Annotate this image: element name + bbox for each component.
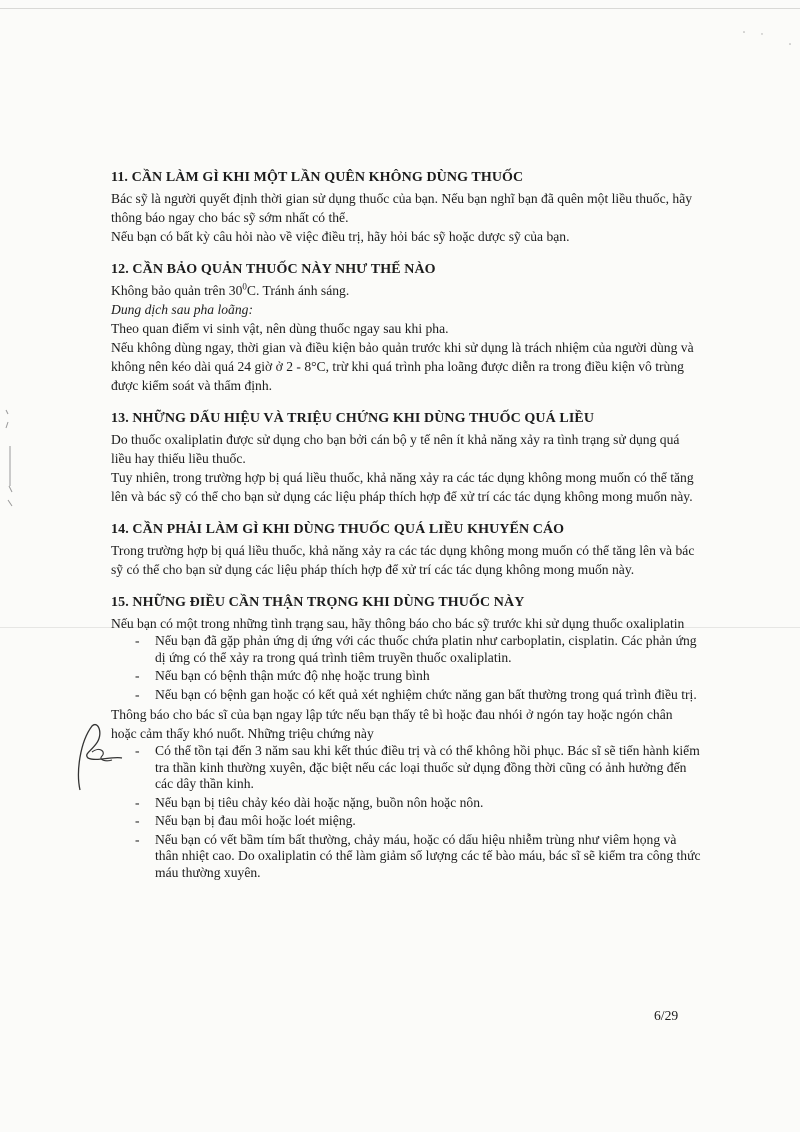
list-item: - Nếu bạn bị tiêu chảy kéo dài hoặc nặng, buồn nôn hoặc nôn. xyxy=(135,795,701,812)
paragraph: Theo quan điểm vi sinh vật, nên dùng thuốc ngay sau khi pha. xyxy=(111,321,449,336)
page-number: 6/29 xyxy=(654,1008,679,1023)
storage-prefix: Không bảo quản trên 30 xyxy=(111,283,243,298)
document-body xyxy=(111,168,701,895)
section-heading: 15. NHỮNG ĐIỀU CẦN THẬN TRỌNG KHI DÙNG THUỐC NÀY xyxy=(111,595,525,610)
storage-condition xyxy=(111,281,701,300)
paragraph: Nếu bạn có một trong những tình trạng sau, hãy thông báo cho bác sỹ trước khi sử dụng thuốc oxaliplatin xyxy=(111,616,685,631)
subheading: Dung dịch sau pha loãng: xyxy=(111,302,253,317)
list-item: - Nếu bạn đã gặp phản ứng dị ứng với các thuốc chứa platin như carboplatin, cisplatin. Các phản ứng dị ứng có thể xảy ra trong quá trình tiêm truyền thuốc oxaliplatin. xyxy=(135,633,701,666)
condition-list xyxy=(111,633,701,703)
paragraph: Tuy nhiên, trong trường hợp bị quá liều thuốc, khả năng xảy ra các tác dụng không mong muốn có thể tăng lên và bác sỹ có thể cho bạn sử dụng các liệu pháp thích hợp để xử trí các tác dụng không mong muốn này. xyxy=(111,470,694,504)
section-15 xyxy=(111,593,701,881)
symptom-list xyxy=(111,743,701,881)
paragraph: Bác sỹ là người quyết định thời gian sử dụng thuốc của bạn. Nếu bạn nghĩ bạn đã quên một liều thuốc, hãy thông báo ngay cho bác sỹ sớm nhất có thể. xyxy=(111,191,693,225)
section-heading: 14. CẦN PHẢI LÀM GÌ KHI DÙNG THUỐC QUÁ LIỀU KHUYẾN CÁO xyxy=(111,522,565,537)
list-item: - Nếu bạn bị đau môi hoặc loét miệng. xyxy=(135,813,701,830)
degree-superscript: 0 xyxy=(242,281,247,292)
section-13 xyxy=(111,409,701,506)
list-item: - Nếu bạn có bệnh thận mức độ nhẹ hoặc trung bình xyxy=(135,668,701,685)
section-11 xyxy=(111,168,701,246)
list-item: - Có thể tồn tại đến 3 năm sau khi kết thúc điều trị và có thể không hồi phục. Bác sĩ sẽ tiến hành kiểm tra thần kinh thường xuyên, đặc biệt nếu các loại thuốc sử dụng đồng thời cũng có ảnh hưởng đến các dây thần kinh. xyxy=(135,743,701,793)
section-heading: 11. CẦN LÀM GÌ KHI MỘT LẦN QUÊN KHÔNG DÙNG THUỐC xyxy=(111,170,524,185)
list-item: - Nếu bạn có bệnh gan hoặc có kết quả xét nghiệm chức năng gan bất thường trong quá trình điều trị. xyxy=(135,687,701,704)
margin-marks xyxy=(0,400,20,510)
storage-suffix: C. Tránh ánh sáng. xyxy=(246,283,350,298)
paragraph: Trong trường hợp bị quá liều thuốc, khả năng xảy ra các tác dụng không mong muốn có thể tăng lên và bác sỹ có thể cho bạn sử dụng các liệu pháp thích hợp để xử trí các tác dụng không mong muốn này. xyxy=(111,543,695,577)
paragraph: Nếu không dùng ngay, thời gian và điều kiện bảo quản trước khi sử dụng là trách nhiệm của người dùng và không nên kéo dài quá 24 giờ ở 2 - 8°C, trừ khi quá trình pha loãng được diễn ra trong điều kiện vô trùng được kiểm soát và thẩm định. xyxy=(111,340,694,393)
section-14 xyxy=(111,520,701,579)
paragraph: Do thuốc oxaliplatin được sử dụng cho bạn bởi cán bộ y tế nên ít khả năng xảy ra tình trạng sử dụng quá liều hay thiếu liều thuốc. xyxy=(111,432,680,466)
section-heading: 13. NHỮNG DẤU HIỆU VÀ TRIỆU CHỨNG KHI DÙNG THUỐC QUÁ LIỀU xyxy=(111,411,595,426)
section-12 xyxy=(111,260,701,395)
paragraph: Nếu bạn có bất kỳ câu hỏi nào về việc điều trị, hãy hỏi bác sỹ hoặc dược sỹ của bạn. xyxy=(111,229,570,244)
section-heading: 12. CẦN BẢO QUẢN THUỐC NÀY NHƯ THẾ NÀO xyxy=(111,262,436,277)
list-item: - Nếu bạn có vết bầm tím bất thường, chảy máu, hoặc có dấu hiệu nhiễm trùng như viêm họng và thân nhiệt cao. Do oxaliplatin có thể làm giảm số lượng các tế bào máu, bác sĩ sẽ kiểm tra công thức máu thường xuyên. xyxy=(135,832,701,882)
scan-speckle xyxy=(736,26,796,46)
paragraph: Thông báo cho bác sĩ của bạn ngay lập tức nếu bạn thấy tê bì hoặc đau nhói ở ngón tay hoặc ngón chân hoặc cảm thấy khó nuốt. Những triệu chứng này xyxy=(111,707,673,741)
scan-line-top xyxy=(0,8,800,9)
